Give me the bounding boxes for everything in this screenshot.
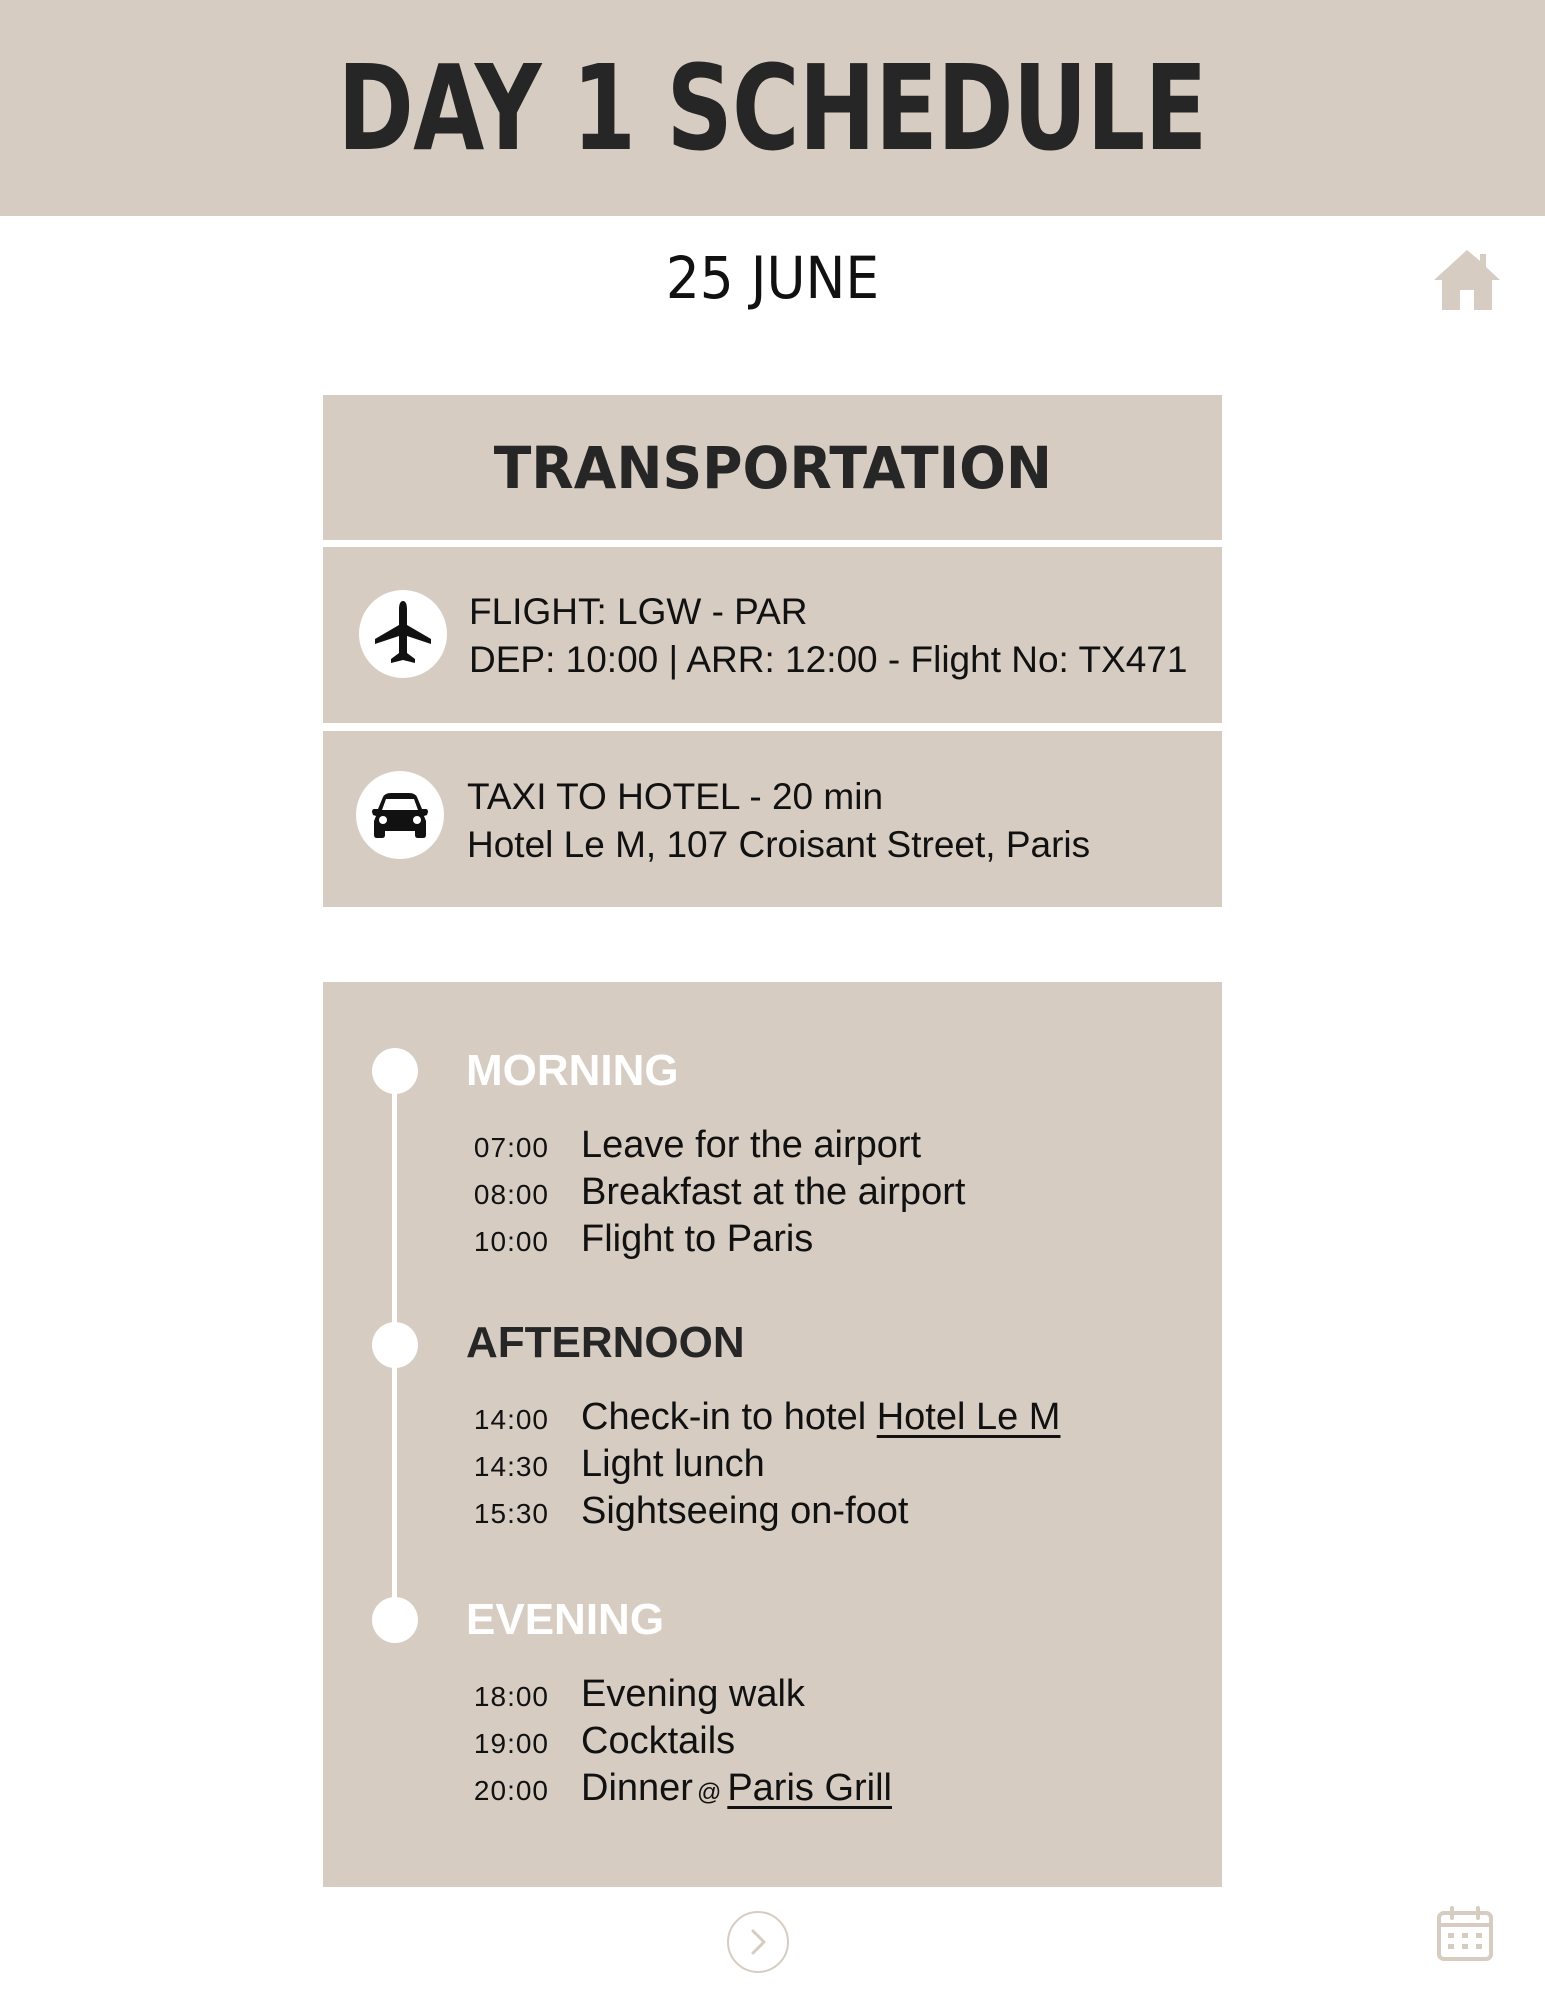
airplane-icon bbox=[373, 599, 433, 669]
timeline-dot-evening bbox=[372, 1597, 418, 1643]
item-desc: Evening walk bbox=[581, 1673, 805, 1715]
list-item bbox=[463, 1673, 805, 1720]
list-item bbox=[463, 1218, 813, 1265]
item-time: 14:00 bbox=[473, 1404, 549, 1435]
transportation-title: TRANSPORTATION bbox=[493, 433, 1052, 502]
at-symbol: @ bbox=[696, 1779, 722, 1806]
item-time: 14:30 bbox=[473, 1451, 549, 1482]
car-icon bbox=[371, 791, 429, 839]
list-item bbox=[463, 1124, 921, 1171]
section-title-evening: EVENING bbox=[466, 1595, 665, 1644]
item-time: 07:00 bbox=[473, 1132, 549, 1163]
item-desc-text: Dinner bbox=[581, 1767, 693, 1809]
header-banner bbox=[0, 0, 1545, 216]
item-desc bbox=[581, 1767, 892, 1810]
list-item bbox=[463, 1720, 735, 1767]
hotel-address: Hotel Le M, 107 Croisant Street, Paris bbox=[467, 824, 1091, 865]
transportation-header bbox=[323, 395, 1222, 540]
item-time: 19:00 bbox=[473, 1728, 549, 1759]
item-desc: Sightseeing on-foot bbox=[581, 1490, 909, 1532]
item-desc: Flight to Paris bbox=[581, 1218, 814, 1260]
section-title-afternoon: AFTERNOON bbox=[466, 1318, 745, 1367]
section-title-morning: MORNING bbox=[466, 1046, 679, 1095]
taxi-duration: TAXI TO HOTEL - 20 min bbox=[467, 776, 884, 817]
item-time: 10:00 bbox=[473, 1226, 549, 1257]
timeline-dot-afternoon bbox=[372, 1322, 418, 1368]
list-item bbox=[463, 1490, 908, 1537]
hotel-link[interactable]: Hotel Le M bbox=[876, 1396, 1061, 1438]
item-desc bbox=[581, 1396, 1060, 1439]
item-desc-text: Check-in to hotel bbox=[581, 1396, 867, 1438]
next-page-button[interactable] bbox=[727, 1911, 789, 1973]
item-time: 15:30 bbox=[473, 1498, 549, 1529]
list-item bbox=[463, 1443, 765, 1490]
item-time: 18:00 bbox=[473, 1681, 549, 1712]
item-desc: Breakfast at the airport bbox=[581, 1171, 966, 1213]
timeline-dot-morning bbox=[372, 1048, 418, 1094]
item-desc: Leave for the airport bbox=[581, 1124, 922, 1166]
item-time: 08:00 bbox=[473, 1179, 549, 1210]
page-title: DAY 1 SCHEDULE bbox=[337, 39, 1208, 177]
flight-icon-badge bbox=[359, 590, 447, 678]
list-item bbox=[463, 1767, 892, 1814]
schedule-date: 25 JUNE bbox=[665, 244, 880, 312]
taxi-icon-badge bbox=[356, 771, 444, 859]
flight-route: FLIGHT: LGW - PAR bbox=[469, 591, 808, 632]
daily-timeline bbox=[323, 982, 1222, 1887]
taxi-details bbox=[467, 773, 1090, 869]
calendar-icon[interactable] bbox=[1436, 1906, 1494, 1962]
taxi-row bbox=[323, 731, 1222, 907]
flight-row bbox=[323, 547, 1222, 723]
chevron-right-icon bbox=[746, 1927, 770, 1957]
flight-times: DEP: 10:00 | ARR: 12:00 - Flight No: TX471 bbox=[469, 639, 1188, 680]
list-item bbox=[463, 1396, 1060, 1443]
list-item bbox=[463, 1171, 965, 1218]
item-desc: Cocktails bbox=[581, 1720, 736, 1762]
home-icon[interactable] bbox=[1430, 246, 1504, 314]
item-desc: Light lunch bbox=[581, 1443, 765, 1485]
restaurant-link[interactable]: Paris Grill bbox=[727, 1767, 893, 1809]
flight-details bbox=[469, 588, 1187, 684]
item-time: 20:00 bbox=[473, 1775, 549, 1806]
